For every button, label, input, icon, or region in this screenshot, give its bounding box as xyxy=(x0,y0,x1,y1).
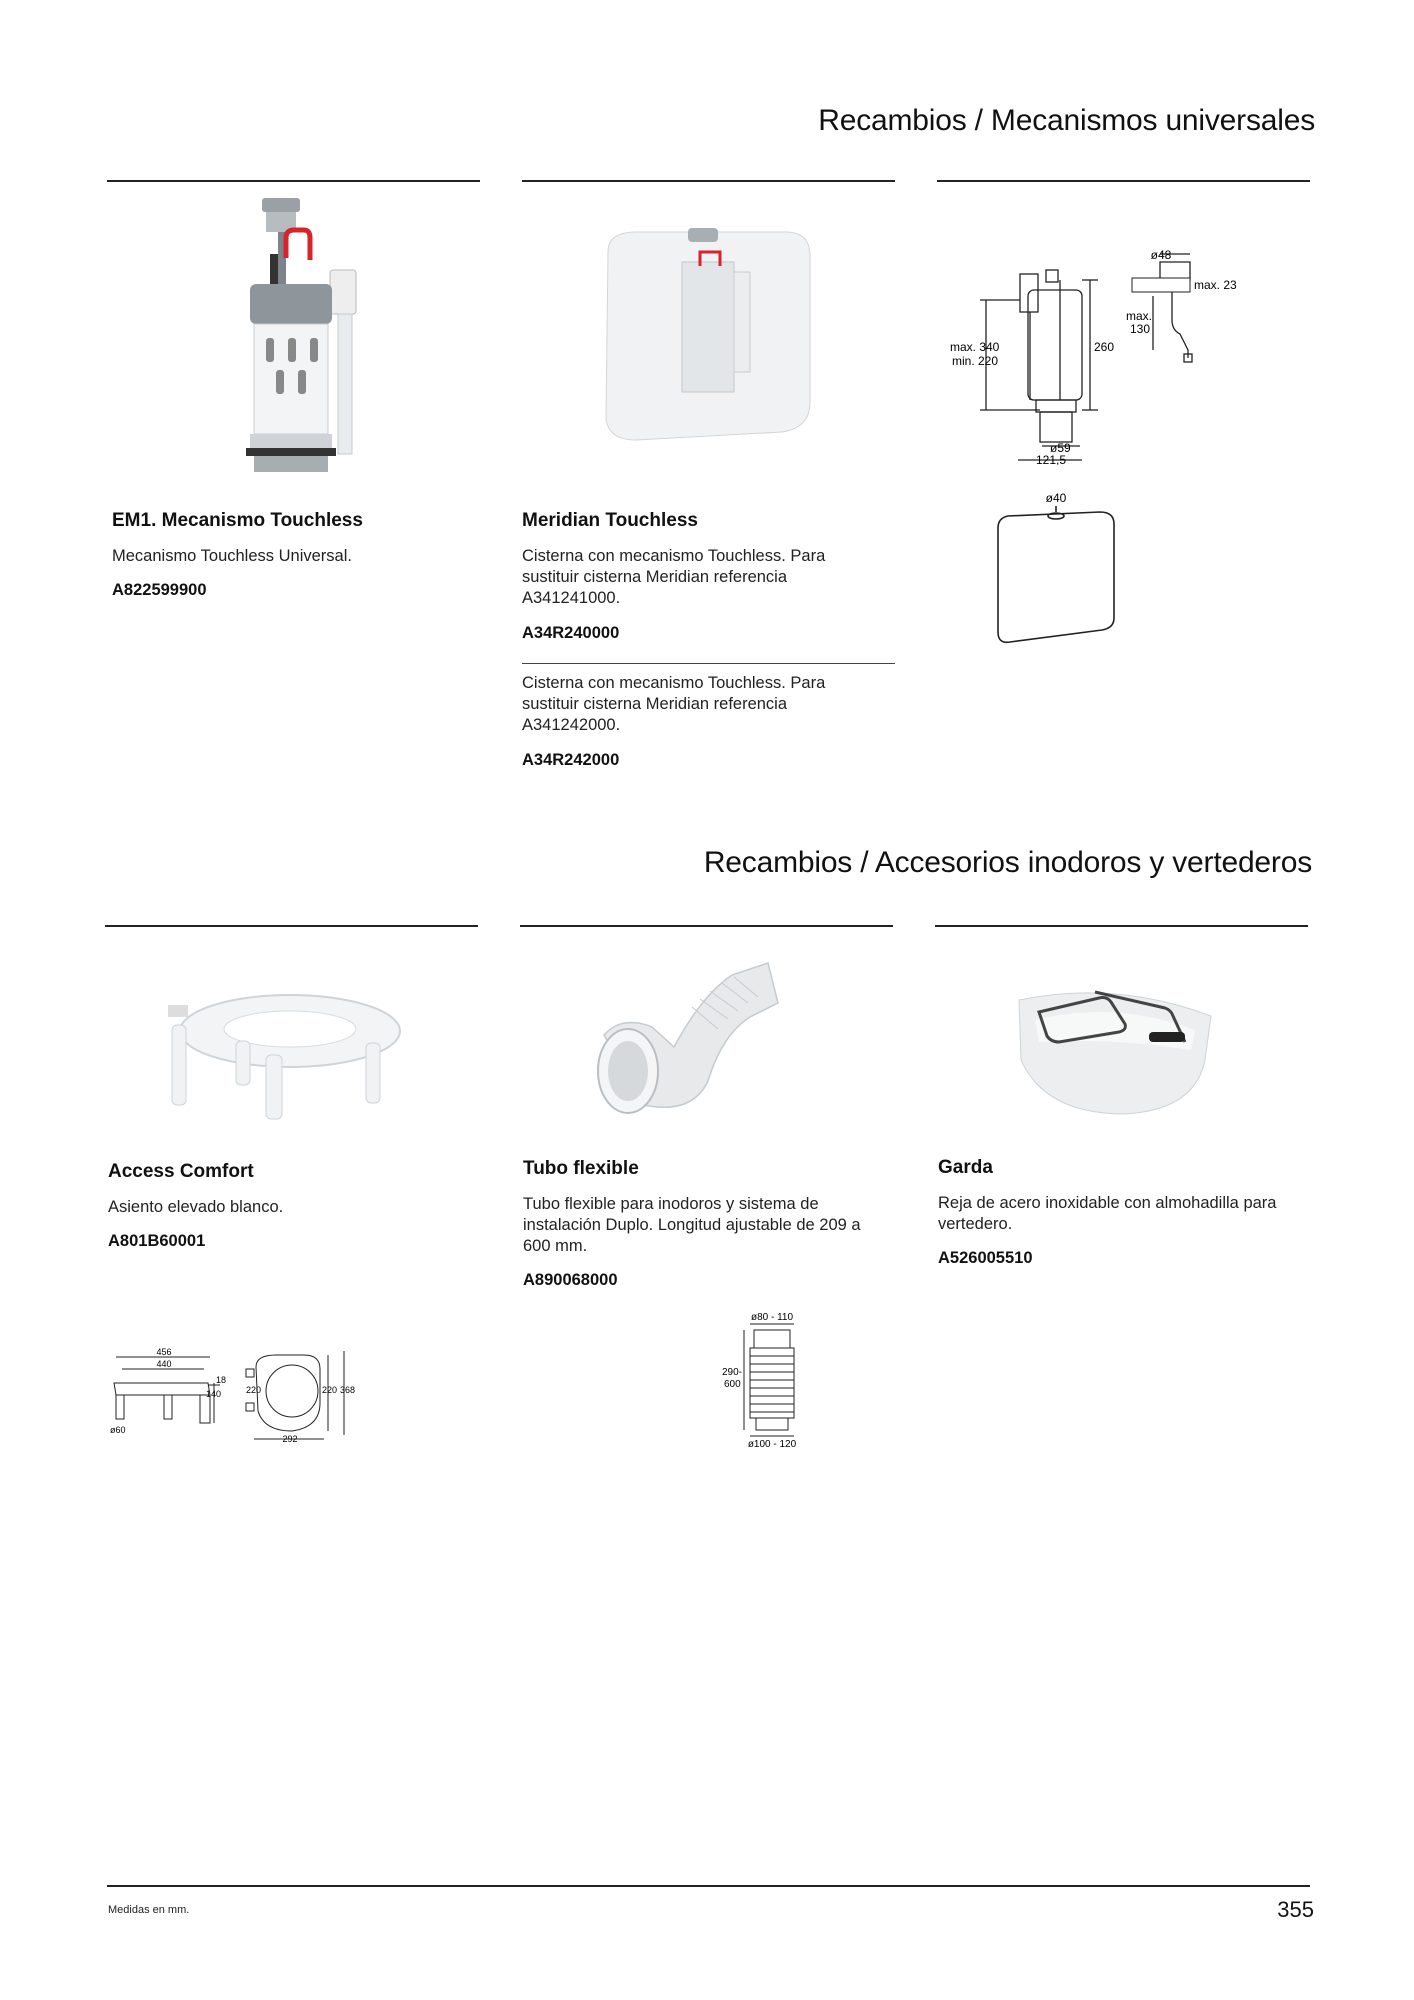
tube-technical-drawing xyxy=(710,1310,810,1450)
product-code-meridian-2: A34R242000 xyxy=(522,751,620,769)
garda-image xyxy=(1015,980,1215,1115)
section-title-accesorios: Recambios / Accesorios inodoros y vertederos xyxy=(703,846,1312,879)
dim-tube-len-b: 600 xyxy=(724,1379,741,1390)
dim-w1215: 121,5 xyxy=(1036,453,1067,465)
product-code-em1: A822599900 xyxy=(112,581,207,599)
dim-seat-18: 18 xyxy=(216,1375,227,1385)
footer-note: Medidas en mm. xyxy=(108,1904,190,1916)
tubo-flexible-image xyxy=(582,955,782,1130)
dim-seat-456: 456 xyxy=(156,1347,172,1357)
access-comfort-image xyxy=(160,985,410,1125)
product-desc-meridian-1: Cisterna con mecanismo Touchless. Para sustituir cisterna Meridian referencia A341241000. xyxy=(522,547,826,607)
column-divider-1 xyxy=(107,180,480,182)
product-code-garda: A526005510 xyxy=(938,1249,1033,1267)
column-divider-3 xyxy=(937,180,1310,182)
dim-tube-top: ø80 - 110 xyxy=(750,1312,794,1323)
dim-seat-d60: ø60 xyxy=(110,1425,126,1435)
product-name-meridian: Meridian Touchless xyxy=(522,510,698,531)
product-desc-em1: Mecanismo Touchless Universal. xyxy=(112,547,352,565)
dim-tube-len-a: 290- xyxy=(722,1367,743,1378)
product-desc-access-comfort: Asiento elevado blanco. xyxy=(108,1198,284,1216)
dim-min220: min. 220 xyxy=(952,354,999,368)
product-desc-meridian-2: Cisterna con mecanismo Touchless. Para sustituir cisterna Meridian referencia A341242000. xyxy=(522,674,826,734)
dim-seat-368: 368 xyxy=(340,1385,356,1395)
dim-max130-b: 130 xyxy=(1130,322,1151,336)
dim-max23: max. 23 xyxy=(1194,278,1237,292)
column-divider-4 xyxy=(105,925,478,927)
dim-d40: ø40 xyxy=(1045,491,1067,505)
product-desc-garda: Reja de acero inoxidable con almohadilla para vertedero. xyxy=(938,1194,1277,1233)
em1-mechanism-image xyxy=(230,198,370,476)
column-divider-6 xyxy=(935,925,1308,927)
column-divider-5 xyxy=(520,925,893,927)
page-number: 355 xyxy=(1277,1897,1314,1922)
footer-rule xyxy=(107,1885,1310,1887)
product-name-tubo-flexible: Tubo flexible xyxy=(523,1158,639,1179)
dim-d59: ø59 xyxy=(1050,441,1071,455)
column-divider-2 xyxy=(522,180,895,182)
product-code-tubo-flexible: A890068000 xyxy=(523,1271,618,1289)
dim-h260: 260 xyxy=(1094,340,1115,354)
product-code-access-comfort: A801B60001 xyxy=(108,1232,206,1250)
dim-seat-220a: 220 xyxy=(246,1385,262,1395)
variant-divider xyxy=(522,663,895,664)
meridian-cistern-image xyxy=(596,222,820,442)
dim-tube-bottom: ø100 - 120 xyxy=(747,1439,797,1450)
dim-max340: max. 340 xyxy=(950,340,1000,354)
dim-max130-a: max. xyxy=(1126,309,1153,323)
seat-technical-drawing xyxy=(108,1345,408,1445)
product-name-em1: EM1. Mecanismo Touchless xyxy=(112,510,363,531)
mechanism-technical-drawing xyxy=(950,250,1260,465)
cistern-outline-drawing xyxy=(990,488,1120,648)
dim-seat-140: 140 xyxy=(206,1389,222,1399)
product-name-access-comfort: Access Comfort xyxy=(108,1161,254,1182)
dim-seat-220b: 220 xyxy=(322,1385,338,1395)
dim-seat-292: 292 xyxy=(282,1434,298,1444)
dim-seat-440: 440 xyxy=(156,1359,172,1369)
section-title-mecanismos: Recambios / Mecanismos universales xyxy=(818,104,1315,137)
product-desc-tubo-flexible: Tubo flexible para inodoros y sistema de instalación Duplo. Longitud ajustable de 209 a 600 mm. xyxy=(523,1195,861,1255)
product-code-meridian-1: A34R240000 xyxy=(522,624,620,642)
dim-d48: ø48 xyxy=(1150,250,1172,262)
product-name-garda: Garda xyxy=(938,1157,993,1178)
